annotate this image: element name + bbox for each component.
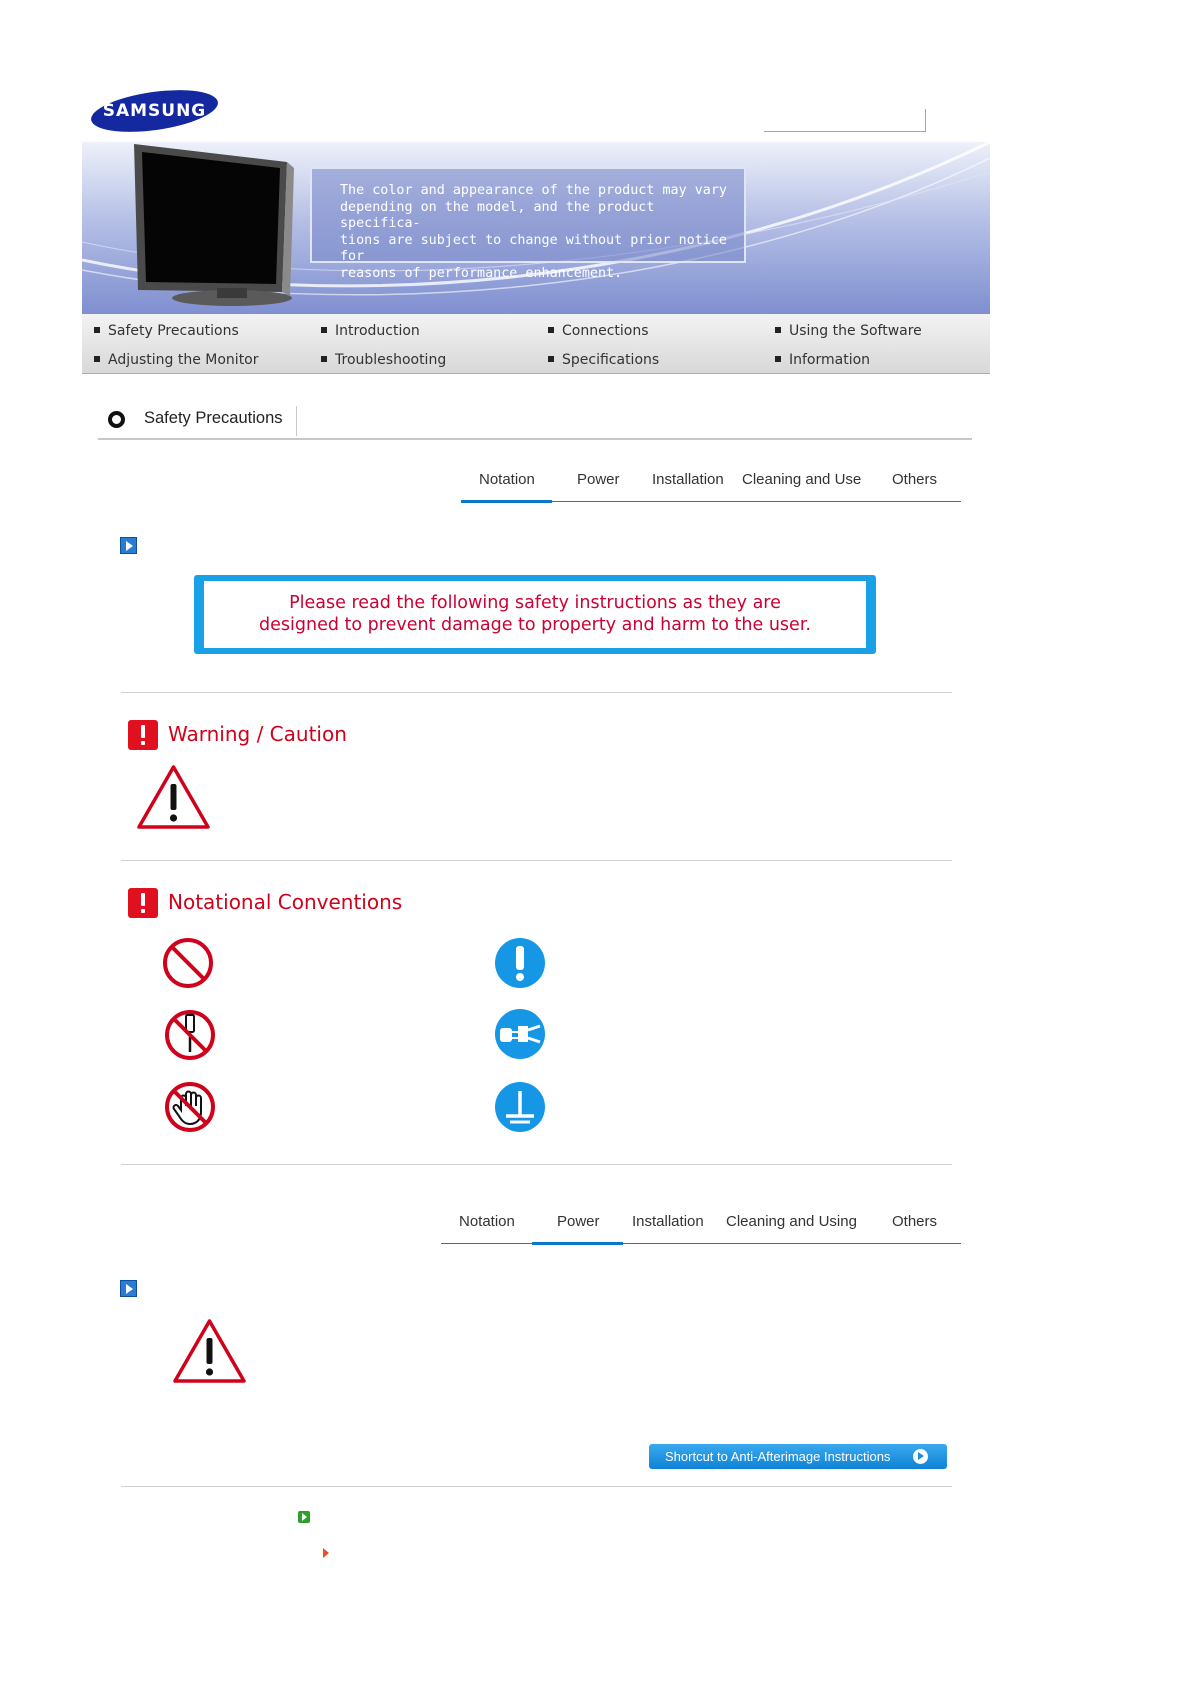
menu-item-label: Safety Precautions bbox=[108, 323, 239, 339]
divider-line bbox=[121, 860, 952, 861]
notice-line: reasons of performance enhancement. bbox=[340, 265, 623, 281]
bullet-square bbox=[775, 356, 781, 362]
menu-item-troubleshooting[interactable] bbox=[321, 352, 446, 368]
warning-triangle-icon bbox=[172, 1318, 247, 1385]
ring-bullet-icon bbox=[108, 411, 125, 428]
menu-item-label: Specifications bbox=[562, 352, 660, 368]
bullet-square bbox=[321, 356, 327, 362]
green-play-icon bbox=[298, 1511, 310, 1523]
tab-installation[interactable]: Installation bbox=[652, 471, 724, 488]
tab-others[interactable]: Others bbox=[892, 1213, 938, 1230]
tab-bar-bottom bbox=[441, 1205, 961, 1244]
divider-line bbox=[121, 692, 952, 693]
ground-icon bbox=[494, 1081, 546, 1133]
notational-conventions-heading: Notational Conventions bbox=[168, 890, 403, 914]
bullet-square bbox=[548, 356, 554, 362]
active-tab-indicator bbox=[461, 500, 552, 503]
shortcut-label: Shortcut to Anti-Afterimage Instructions bbox=[665, 1449, 891, 1464]
menu-item-label: Using the Software bbox=[789, 323, 922, 339]
tab-cleaning-and-use[interactable]: Cleaning and Use bbox=[742, 471, 862, 488]
notice-line: depending on the model, and the product specifica- bbox=[340, 199, 655, 231]
tab-bar-top bbox=[461, 463, 961, 502]
notice-line: tions are subject to change without prior notice for bbox=[340, 232, 727, 264]
warning-triangle-icon bbox=[136, 764, 211, 831]
important-instruction-icon bbox=[494, 937, 546, 989]
monitor-image bbox=[134, 144, 294, 306]
menu-item-adjusting-the-monitor[interactable] bbox=[94, 352, 259, 368]
safety-alert-text bbox=[204, 592, 866, 636]
unplug-icon bbox=[494, 1008, 546, 1060]
active-tab-indicator bbox=[532, 1242, 623, 1245]
menu-item-label: Introduction bbox=[335, 323, 420, 339]
bullet-square bbox=[775, 327, 781, 333]
divider-line bbox=[121, 1486, 952, 1487]
tab-cleaning-and-using[interactable]: Cleaning and Using bbox=[726, 1213, 857, 1230]
menu-item-label: Information bbox=[789, 352, 871, 368]
anti-afterimage-shortcut-button[interactable] bbox=[649, 1444, 947, 1469]
section-title: Safety Precautions bbox=[144, 409, 283, 427]
bullet-square bbox=[321, 327, 327, 333]
menu-item-introduction[interactable] bbox=[321, 323, 420, 339]
tab-power[interactable]: Power bbox=[577, 471, 620, 488]
section-title-bar bbox=[98, 404, 972, 440]
banner-notice bbox=[310, 167, 746, 281]
menu-item-information[interactable] bbox=[775, 352, 870, 368]
exclamation-icon bbox=[128, 720, 158, 750]
menu-item-connections[interactable] bbox=[548, 323, 649, 339]
tab-notation[interactable]: Notation bbox=[459, 1213, 515, 1230]
prohibited-icon bbox=[161, 936, 215, 990]
bullet-square bbox=[548, 327, 554, 333]
notice-line: The color and appearance of the product may vary bbox=[340, 183, 727, 198]
bullet-square bbox=[94, 327, 100, 333]
tab-others[interactable]: Others bbox=[892, 471, 938, 488]
menu-item-label: Troubleshooting bbox=[335, 352, 447, 368]
menu-item-using-the-software[interactable] bbox=[775, 323, 922, 339]
tab-installation[interactable]: Installation bbox=[632, 1213, 704, 1230]
search-field[interactable] bbox=[764, 109, 926, 132]
tab-power[interactable]: Power bbox=[557, 1213, 600, 1230]
play-bullet-icon bbox=[120, 537, 137, 554]
bullet-square bbox=[94, 356, 100, 362]
tab-notation[interactable]: Notation bbox=[479, 471, 535, 488]
divider-line bbox=[121, 1164, 952, 1165]
divider bbox=[296, 406, 297, 436]
exclamation-icon bbox=[128, 888, 158, 918]
alert-line: Please read the following safety instructions as they are bbox=[289, 593, 781, 613]
play-bullet-icon bbox=[120, 1280, 137, 1297]
alert-line: designed to prevent damage to property and harm to the user. bbox=[259, 615, 811, 635]
warning-caution-heading: Warning / Caution bbox=[168, 722, 347, 746]
menu-item-label: Connections bbox=[562, 323, 649, 339]
arrow-right-icon bbox=[913, 1449, 928, 1464]
menu-item-label: Adjusting the Monitor bbox=[108, 352, 259, 368]
orange-arrow-icon bbox=[323, 1548, 329, 1558]
do-not-touch-icon bbox=[163, 1080, 217, 1134]
menu-item-safety-precautions[interactable] bbox=[94, 323, 239, 339]
do-not-disassemble-icon bbox=[163, 1008, 217, 1062]
logo-text: SAMSUNG bbox=[102, 101, 207, 121]
menu-item-specifications[interactable] bbox=[548, 352, 659, 368]
